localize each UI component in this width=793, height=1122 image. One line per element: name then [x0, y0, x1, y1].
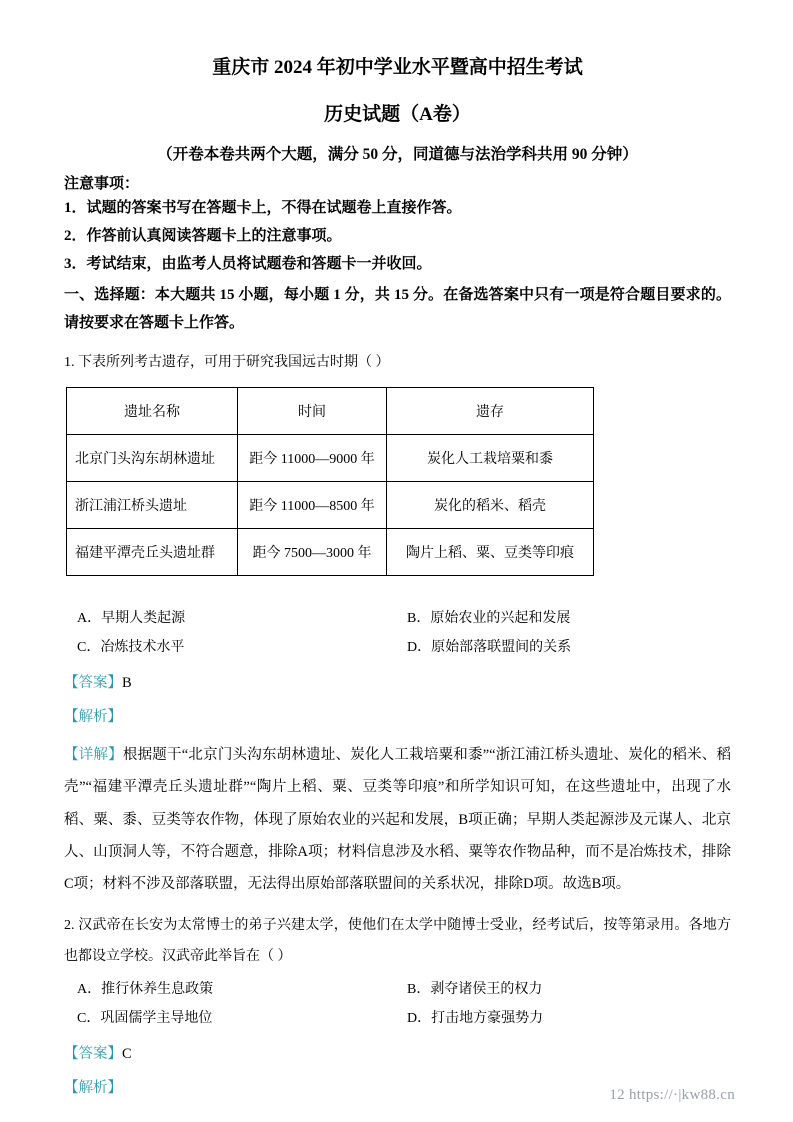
analysis-label: 【解析】	[64, 1079, 122, 1096]
table-cell-site: 北京门头沟东胡林遗址	[67, 434, 238, 481]
table-header-remains: 遗存	[387, 387, 594, 434]
table-header-site: 遗址名称	[67, 387, 238, 434]
q1-options	[64, 604, 731, 663]
analysis-label: 【解析】	[64, 708, 122, 725]
q1-answer-line	[64, 671, 731, 696]
notice-item-2: 2．作答前认真阅读答题卡上的注意事项。	[64, 227, 342, 244]
q2-answer-value: C	[122, 1046, 132, 1063]
table-row	[67, 528, 594, 575]
q2-option-a: A．推行休养生息政策	[77, 981, 214, 997]
section-one-intro: 一、选择题：本大题共 15 小题，每小题 1 分，共 15 分。在备选答案中只有一项是符合题目要求的。请按要求在答题卡上作答。	[64, 287, 731, 331]
q1-option-b: B．原始农业的兴起和发展	[407, 610, 571, 626]
table-row	[67, 481, 594, 528]
question-2-stem: 2. 汉武帝在长安为太常博士的弟子兴建太学，使他们在太学中随博士受业，经考试后，按等第录用。各地方也都设立学校。汉武帝此举旨在（ ）	[64, 917, 731, 964]
table-cell-time: 距今 11000—9000 年	[238, 434, 387, 481]
notice-heading: 注意事项：	[64, 176, 140, 192]
table-header-time: 时间	[238, 387, 387, 434]
question-1-stem: 1. 下表所列考古遗存，可用于研究我国远古时期（ ）	[64, 354, 390, 370]
exam-subtitle-note: （开卷本卷共两个大题，满分 50 分，同道德与法治学科共用 90 分钟）	[157, 146, 638, 163]
q1-analysis-line	[64, 705, 731, 730]
notice-item-3: 3．考试结束，由监考人员将试题卷和答题卡一并收回。	[64, 255, 432, 272]
table-row	[67, 434, 594, 481]
table-cell-remains: 陶片上稻、粟、豆类等印痕	[387, 528, 594, 575]
q2-option-c: C．巩固儒学主导地位	[77, 1010, 213, 1026]
notice-item-1: 1．试题的答案书写在答题卡上，不得在试题卷上直接作答。	[64, 200, 462, 216]
q2-answer-line	[64, 1042, 731, 1067]
exam-title: 重庆市 2024 年初中学业水平暨高中招生考试	[212, 57, 583, 78]
q1-detail-paragraph	[64, 739, 731, 901]
table-cell-time: 距今 11000—8500 年	[238, 481, 387, 528]
q2-options	[64, 975, 731, 1034]
answer-label: 【答案】	[64, 1046, 122, 1063]
answer-label: 【答案】	[64, 675, 122, 692]
table-cell-site: 浙江浦江桥头遗址	[67, 481, 238, 528]
q2-option-d: D．打击地方豪强势力	[407, 1010, 544, 1026]
watermark-url: 12 https://·|kw88.cn	[609, 1087, 735, 1103]
q1-option-c: C．冶炼技术水平	[77, 639, 185, 655]
table-cell-site: 福建平潭壳丘头遗址群	[67, 528, 238, 575]
q1-option-d: D．原始部落联盟间的关系	[407, 639, 572, 655]
q1-answer-value: B	[122, 675, 132, 692]
q1-detail-text: 根据题干“北京门头沟东胡林遗址、炭化人工栽培粟和黍”“浙江浦江桥头遗址、炭化的稻米、稻壳”“福建平潭壳丘头遗址群”“陶片上稻、粟、豆类等印痕”和所学知识可知，在这些遗址中，出现了水稻、粟、黍、豆类等农作物，体现了原始农业的兴起和发展，B项正确；早期人类起源涉及元谋人、北京人、山顶洞人等，不符合题意，排除A项；材料信息涉及水稻、粟等农作物品种，而不是冶炼技术，排除C项；材料不涉及部落联盟，无法得出原始部落联盟间的关系状况，排除D项。故选B项。	[64, 746, 732, 893]
table-cell-time: 距今 7500—3000 年	[238, 528, 387, 575]
table-header-row	[67, 387, 594, 434]
table-cell-remains: 炭化人工栽培粟和黍	[387, 434, 594, 481]
q2-option-b: B．剥夺诸侯王的权力	[407, 981, 543, 997]
detail-label: 【详解】	[64, 746, 123, 763]
table-cell-remains: 炭化的稻米、稻壳	[387, 481, 594, 528]
q1-archaeology-table	[66, 387, 594, 576]
exam-subject-title: 历史试题（A卷）	[324, 104, 471, 125]
q1-option-a: A．早期人类起源	[77, 610, 186, 626]
